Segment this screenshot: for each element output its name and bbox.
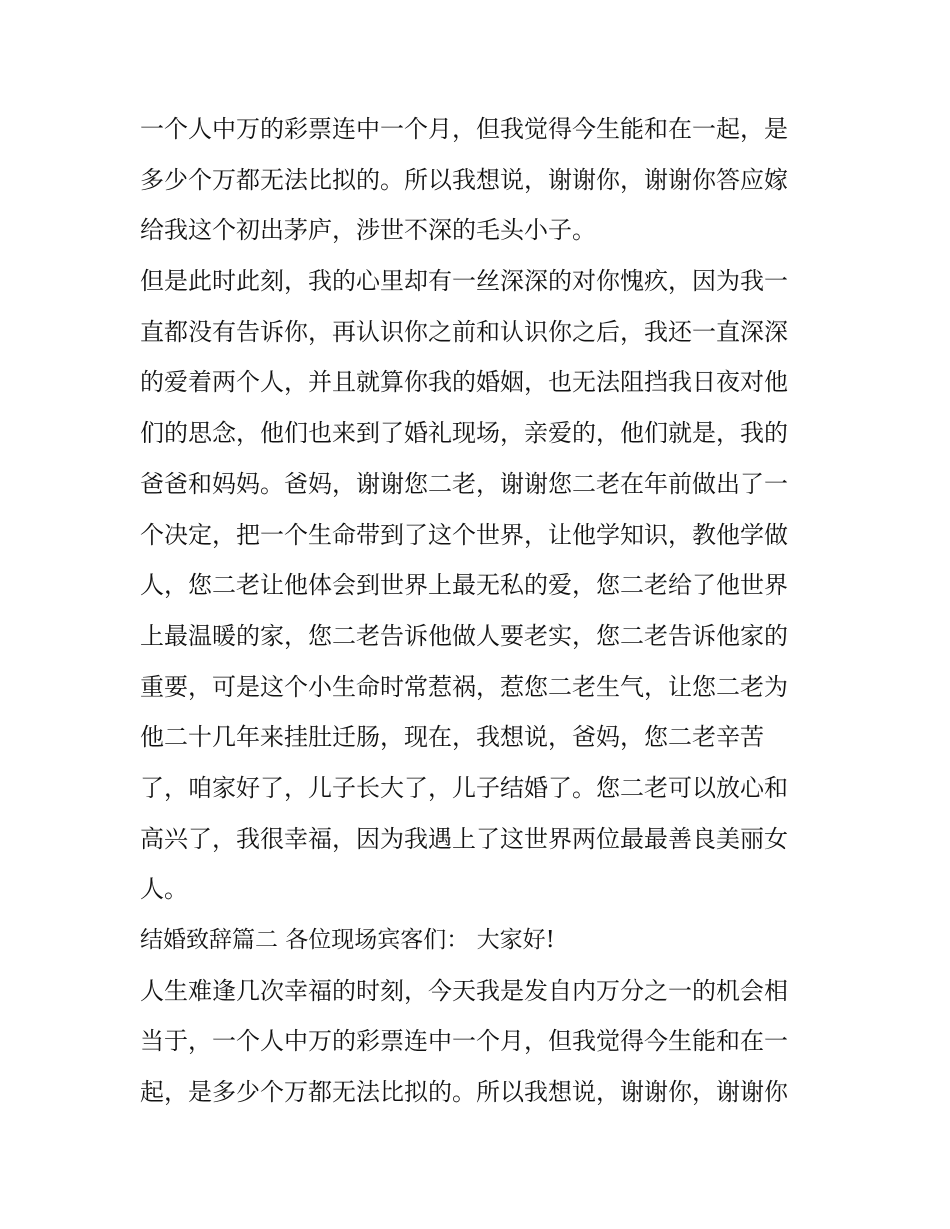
heading-line: 结婚致辞篇二 各位现场宾客们： 大家好! <box>140 927 555 953</box>
text-line: 但是此时此刻，我的心里却有一丝深深的对你愧疚，因为我一 <box>140 267 788 296</box>
text-line: 他二十几年来挂肚迁肠，现在，我想说，爸妈，您二老辛苦 <box>140 723 764 752</box>
text-line: 一个人中万的彩票连中一个月，但我觉得今生能和在一起，是 <box>140 115 788 143</box>
text-line: 个决定，把一个生命带到了这个世界，让他学知识，教他学做 <box>140 520 788 549</box>
paragraph-1 <box>140 104 820 256</box>
text-line: 们的思念，他们也来到了婚礼现场，亲爱的，他们就是，我的 <box>140 419 788 448</box>
text-line: 人生难逢几次幸福的时刻，今天我是发自内万分之一的机会相 <box>140 976 788 1005</box>
section-heading <box>140 915 820 966</box>
paragraph-2 <box>140 256 820 915</box>
text-line: 给我这个初出茅庐，涉世不深的毛头小子。 <box>140 216 596 245</box>
paragraph-3 <box>140 966 820 1118</box>
text-line: 人。 <box>140 875 188 904</box>
text-line: 上最温暖的家，您二老告诉他做人要老实，您二老告诉他家的 <box>140 621 788 650</box>
text-line: 了，咱家好了，儿子长大了，儿子结婚了。您二老可以放心和 <box>140 773 788 802</box>
text-line: 起，是多少个万都无法比拟的。所以我想说，谢谢你，谢谢你 <box>140 1078 788 1107</box>
text-line: 多少个万都无法比拟的。所以我想说，谢谢你，谢谢你答应嫁 <box>140 165 788 194</box>
text-line: 高兴了，我很幸福，因为我遇上了这世界两位最最善良美丽女 <box>140 824 788 853</box>
text-line: 的爱着两个人，并且就算你我的婚姻，也无法阻挡我日夜对他 <box>140 368 788 397</box>
text-line: 人，您二老让他体会到世界上最无私的爱，您二老给了他世界 <box>140 571 788 600</box>
text-line: 重要，可是这个小生命时常惹祸，惹您二老生气，让您二老为 <box>140 672 788 701</box>
document-body <box>140 104 820 1118</box>
text-line: 当于，一个人中万的彩票连中一个月，但我觉得今生能和在一 <box>140 1027 788 1056</box>
text-line: 直都没有告诉你，再认识你之前和认识你之后，我还一直深深 <box>140 317 788 346</box>
text-line: 爸爸和妈妈。爸妈，谢谢您二老，谢谢您二老在年前做出了一 <box>140 469 788 498</box>
